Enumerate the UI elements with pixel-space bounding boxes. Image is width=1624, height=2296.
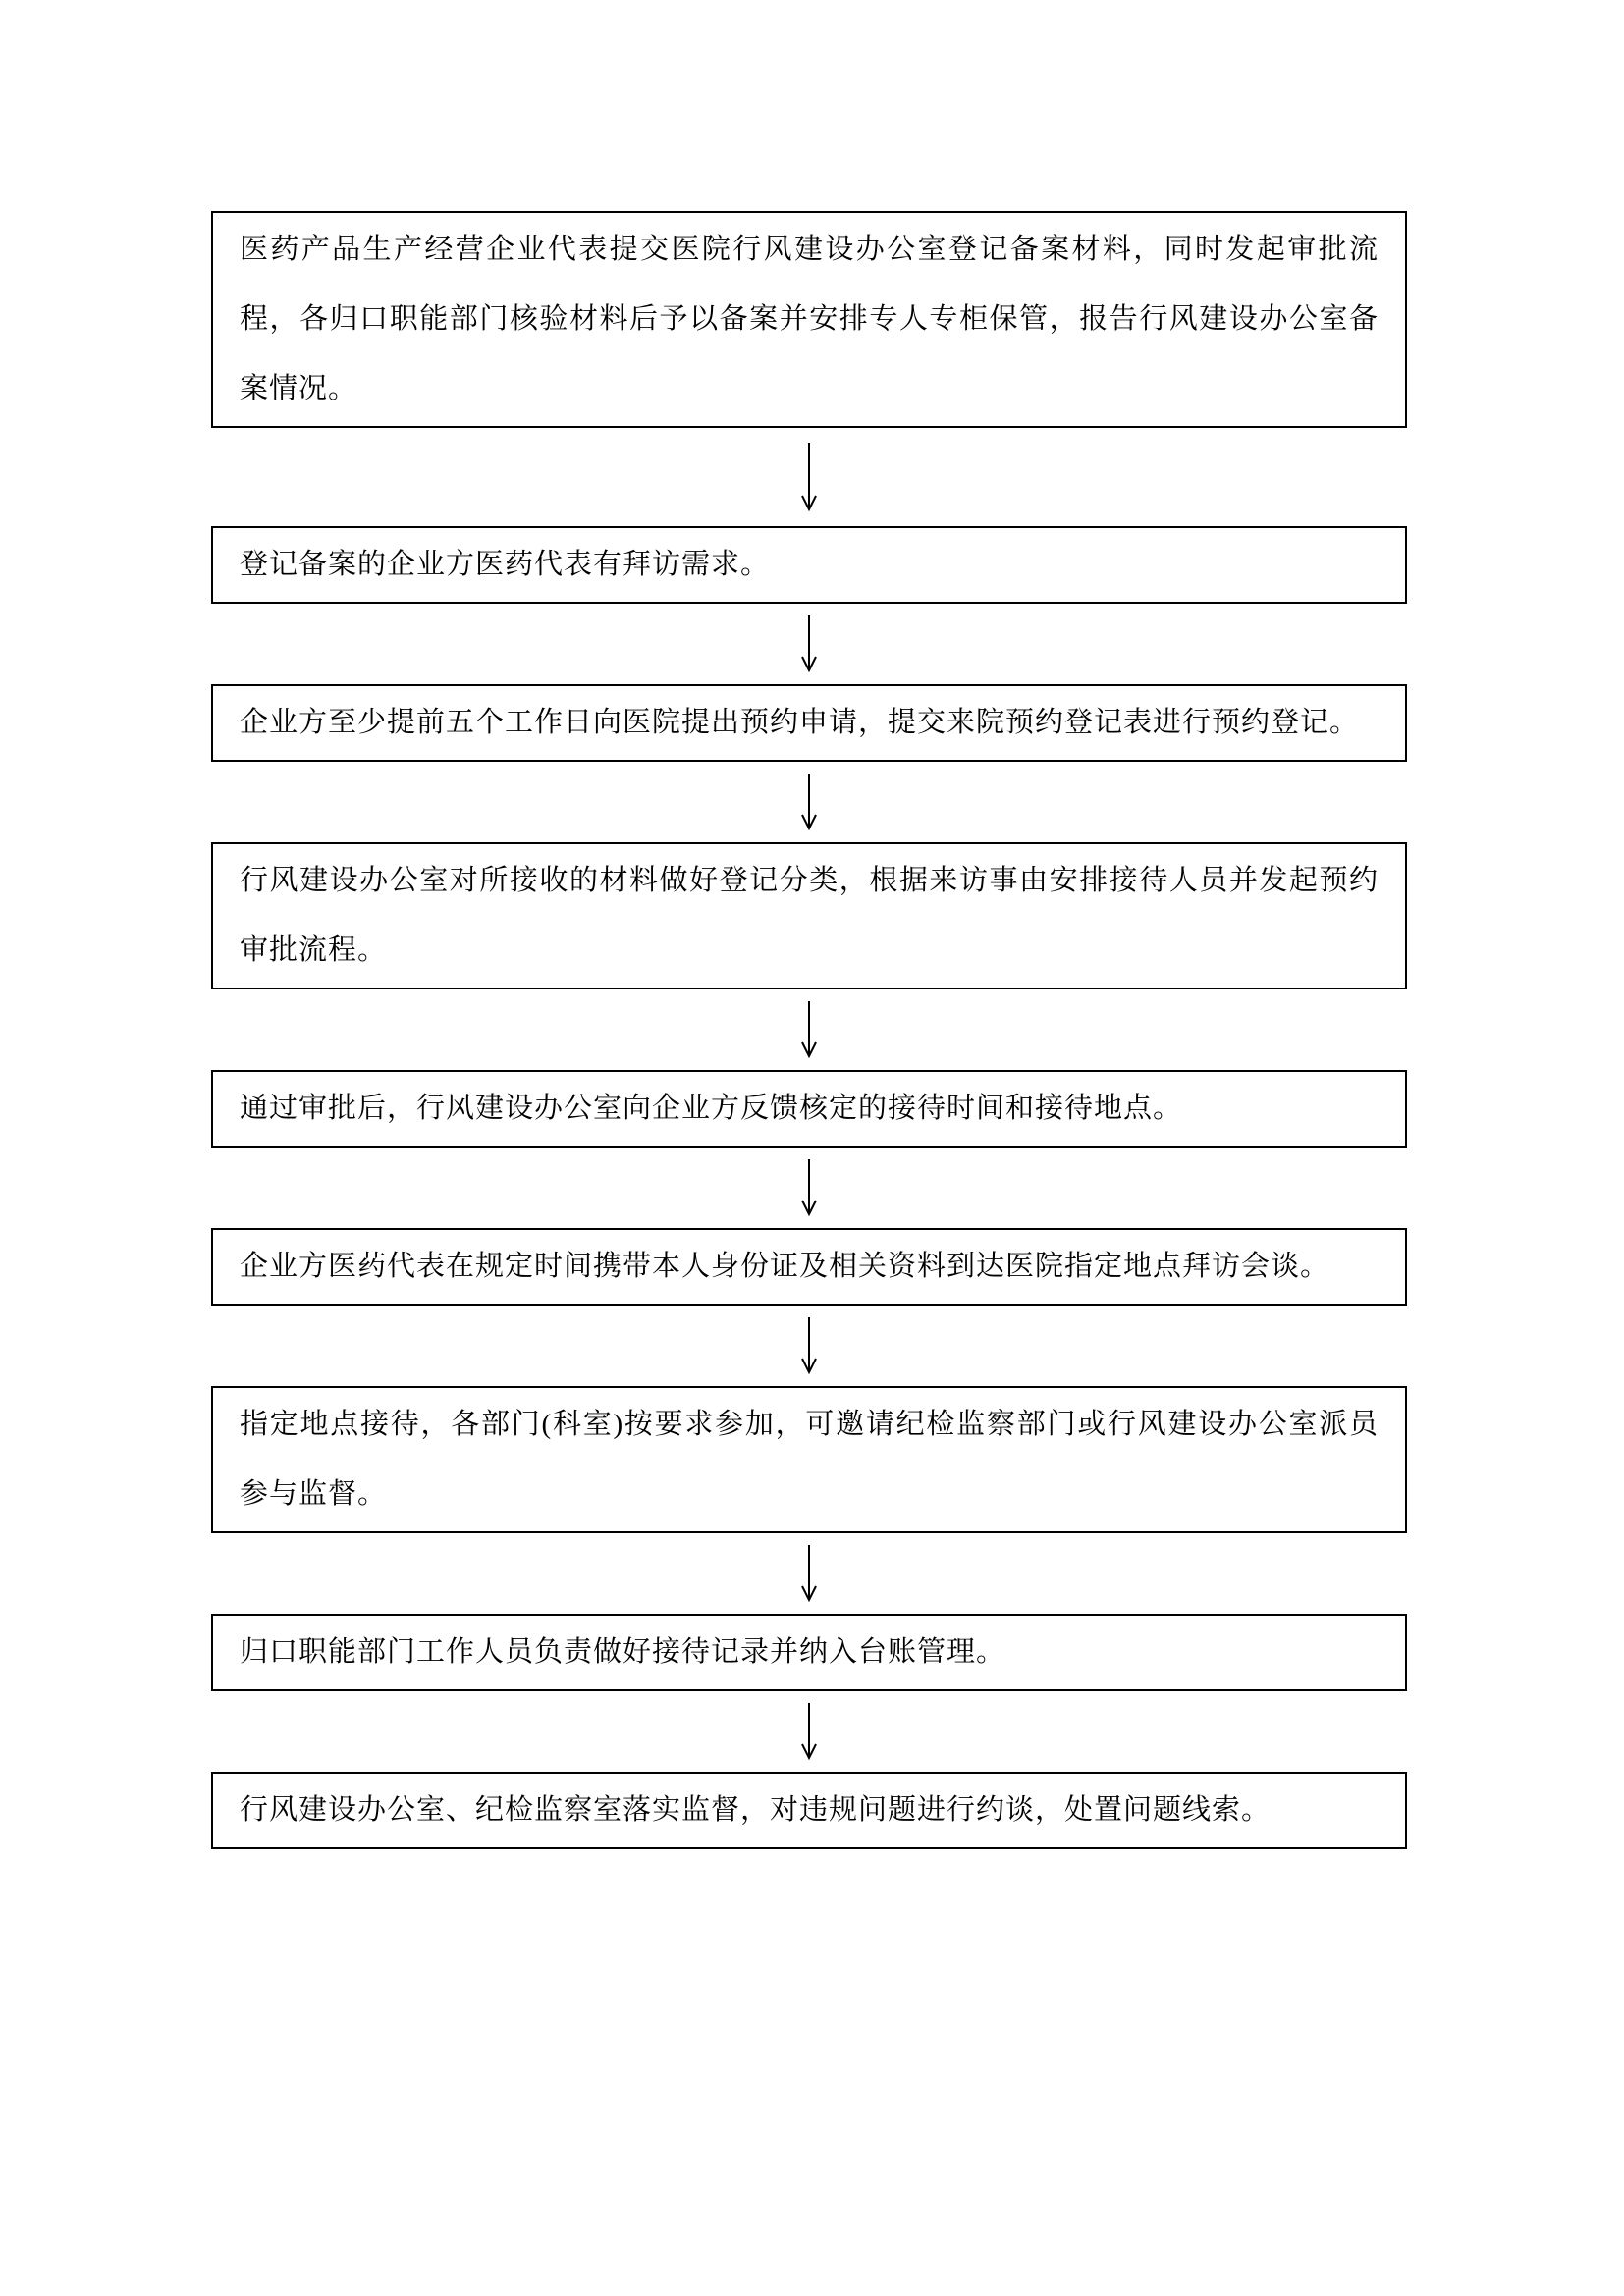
flow-step-8-text: 归口职能部门工作人员负责做好接待记录并纳入台账管理。 [240,1636,1006,1668]
flow-step-4 [211,842,1407,989]
flow-step-5-text: 通过审批后，行风建设办公室向企业方反馈核定的接待时间和接待地点。 [240,1093,1183,1124]
flow-step-2-text: 登记备案的企业方医药代表有拜访需求。 [240,549,771,580]
down-arrow-icon [798,1001,820,1058]
flow-step-4-text: 行风建设办公室对所接收的材料做好登记分类，根据来访事由安排接待人员并发起预约审批流程。 [240,865,1379,966]
flow-step-9 [211,1772,1407,1849]
down-arrow-icon [798,615,820,672]
flow-step-2 [211,526,1407,604]
flow-step-6-text: 企业方医药代表在规定时间携带本人身份证及相关资料到达医院指定地点拜访会谈。 [240,1251,1330,1282]
down-arrow-icon [798,1317,820,1374]
flow-step-1 [211,211,1407,428]
flow-step-3-text: 企业方至少提前五个工作日向医院提出预约申请，提交来院预约登记表进行预约登记。 [240,707,1360,738]
connector-1 [211,428,1407,526]
down-arrow-icon [798,1159,820,1216]
flowchart [211,211,1407,1849]
connector-8 [211,1691,1407,1772]
connector-7 [211,1533,1407,1614]
down-arrow-icon [798,1545,820,1602]
flow-step-9-text: 行风建设办公室、纪检监察室落实监督，对违规问题进行约谈，处置问题线索。 [240,1794,1272,1826]
flow-step-7 [211,1386,1407,1533]
connector-5 [211,1148,1407,1228]
connector-6 [211,1306,1407,1386]
flow-step-6 [211,1228,1407,1306]
connector-3 [211,762,1407,842]
down-arrow-icon [798,443,820,511]
connector-2 [211,604,1407,684]
flow-step-8 [211,1614,1407,1691]
down-arrow-icon [798,1703,820,1760]
flow-step-1-text: 医药产品生产经营企业代表提交医院行风建设办公室登记备案材料，同时发起审批流程，各归口职能部门核验材料后予以备案并安排专人专柜保管，报告行风建设办公室备案情况。 [240,234,1379,404]
down-arrow-icon [798,774,820,830]
flow-step-7-text: 指定地点接待，各部门(科室)按要求参加，可邀请纪检监察部门或行风建设办公室派员参与监督。 [240,1409,1379,1510]
flow-step-3 [211,684,1407,762]
connector-4 [211,989,1407,1070]
flow-step-5 [211,1070,1407,1148]
